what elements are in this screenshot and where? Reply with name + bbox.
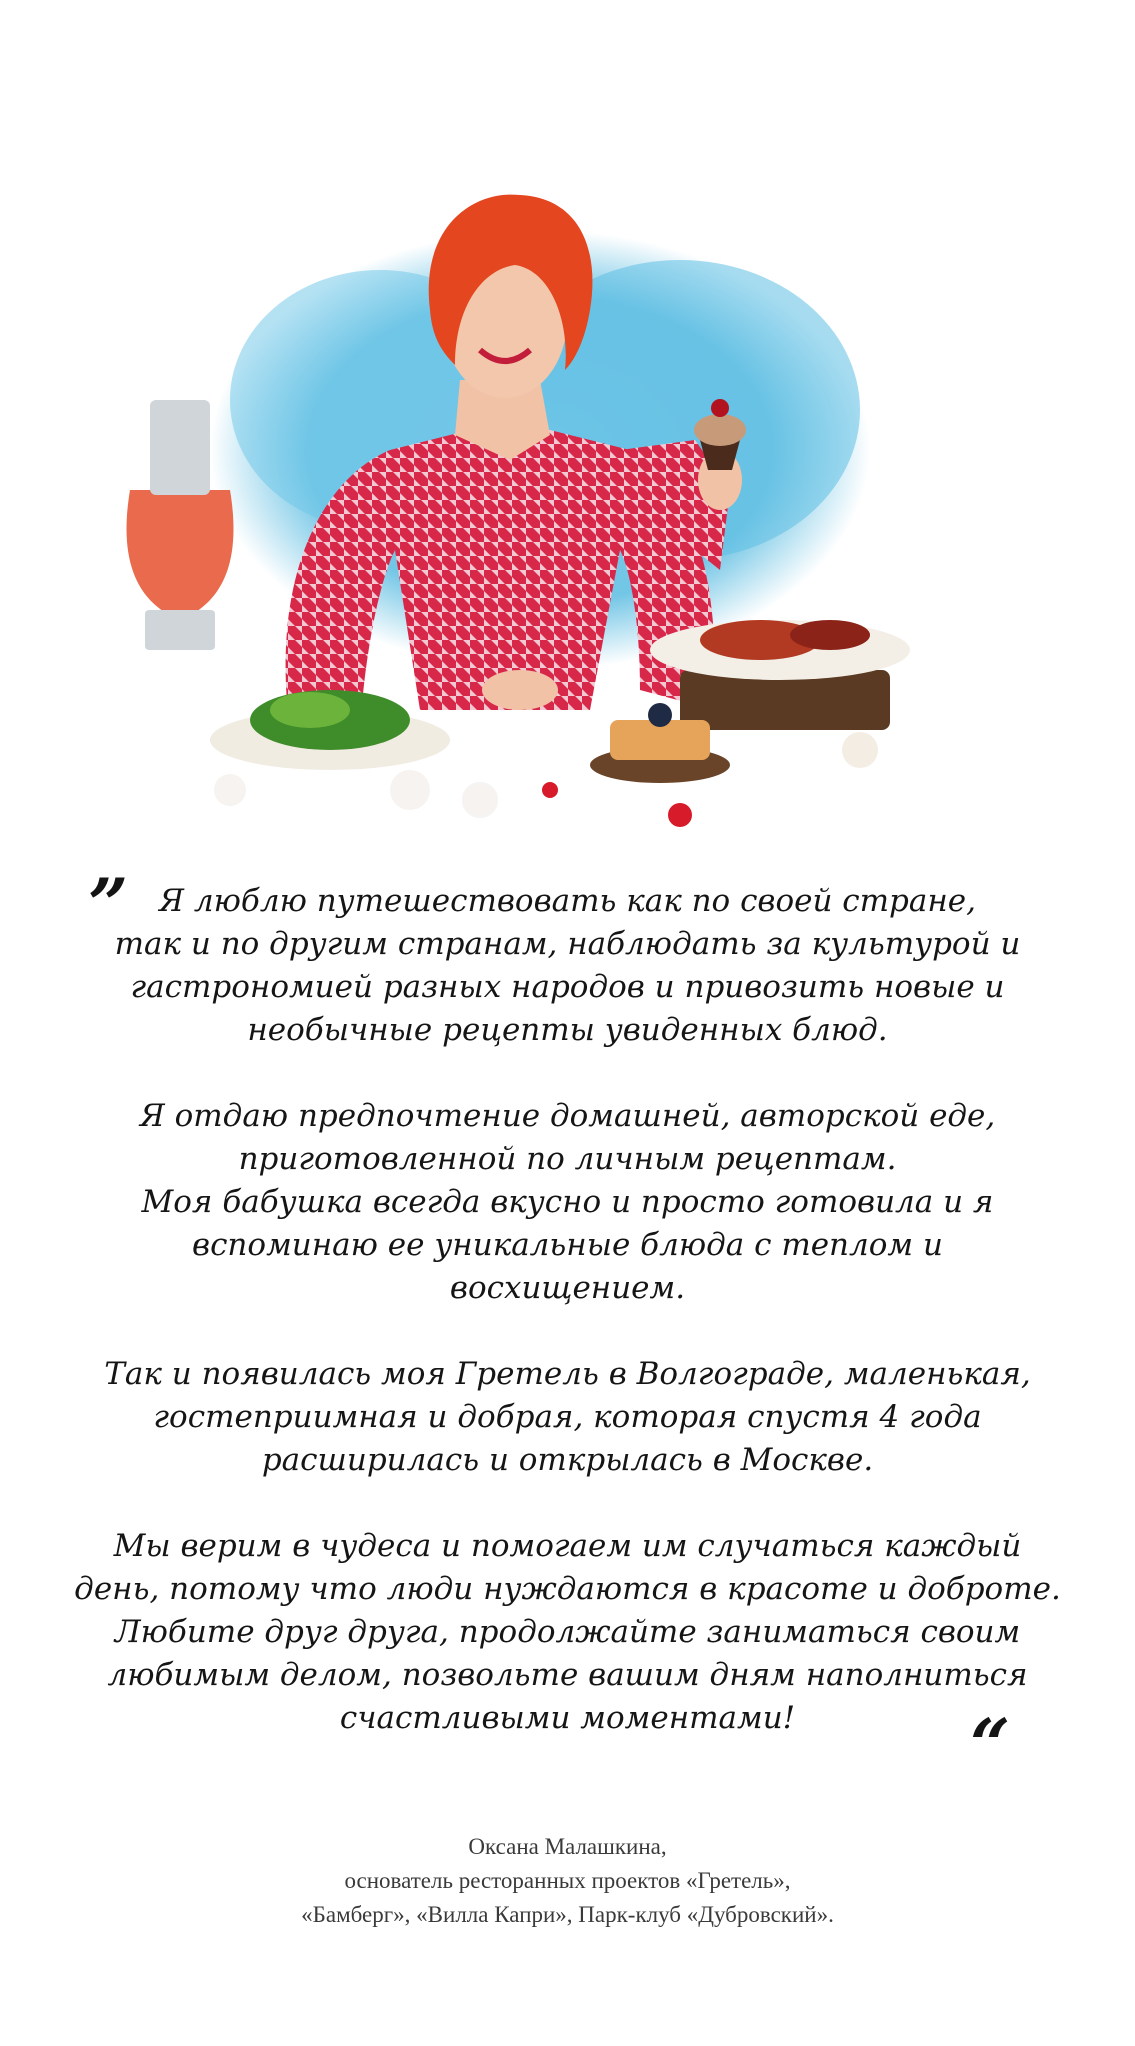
signature: [0, 1830, 1135, 1932]
signature-title: основатель ресторанных проектов «Гретель»,: [344, 1868, 791, 1893]
quote-line: счастливыми моментами!: [339, 1700, 796, 1736]
quote-line: гостеприимная и добрая, которая спустя 4 года: [153, 1399, 982, 1435]
quote-line: день, потому что люди нуждаются в красоте и доброте.: [74, 1571, 1061, 1607]
quote-paragraph-3: [70, 1353, 1065, 1482]
quote-line: вспоминаю ее уникальные блюда с теплом и: [192, 1227, 943, 1263]
salad-plate: [210, 690, 450, 770]
quote-line: Так и появилась моя Гретель в Волгограде, маленькая,: [104, 1356, 1031, 1392]
quote-line: расширилась и открылась в Москве.: [261, 1442, 874, 1478]
quote-line: любимым делом, позвольте вашим дням наполниться: [107, 1657, 1028, 1693]
quote-line: необычные рецепты увиденных блюд.: [247, 1012, 888, 1048]
quote-paragraph-4: [70, 1525, 1065, 1740]
chef-illustration: [120, 150, 940, 850]
close-quote-mark: “: [970, 1703, 1011, 1786]
quote-paragraph-2: [70, 1095, 1065, 1310]
quote-line: Я люблю путешествовать как по своей стране,: [158, 883, 977, 919]
quote-line: Моя бабушка всегда вкусно и просто готовила и я: [141, 1184, 994, 1220]
quote-line: гастрономией разных народов и привозить новые и: [130, 969, 1005, 1005]
hero-photo: [120, 150, 940, 850]
quote-line: Я отдаю предпочтение домашней, авторской еде,: [139, 1098, 996, 1134]
open-quote-mark: ”: [88, 863, 129, 946]
quote-text: [70, 880, 1065, 1740]
quote-line: Любите друг друга, продолжайте заниматься своим: [114, 1614, 1021, 1650]
quote-paragraph-1: [70, 880, 1065, 1052]
quote-line: восхищением.: [449, 1270, 686, 1306]
quote-line: так и по другим странам, наблюдать за культурой и: [114, 926, 1021, 962]
grill-plate: [650, 620, 910, 730]
signature-name: Оксана Малашкина,: [468, 1834, 667, 1859]
signature-projects: «Бамберг», «Вилла Капри», Парк-клуб «Дубровский».: [301, 1902, 834, 1927]
quote-line: Мы верим в чудеса и помогаем им случаться каждый: [113, 1528, 1022, 1564]
quote-line: приготовленной по личным рецептам.: [238, 1141, 897, 1177]
